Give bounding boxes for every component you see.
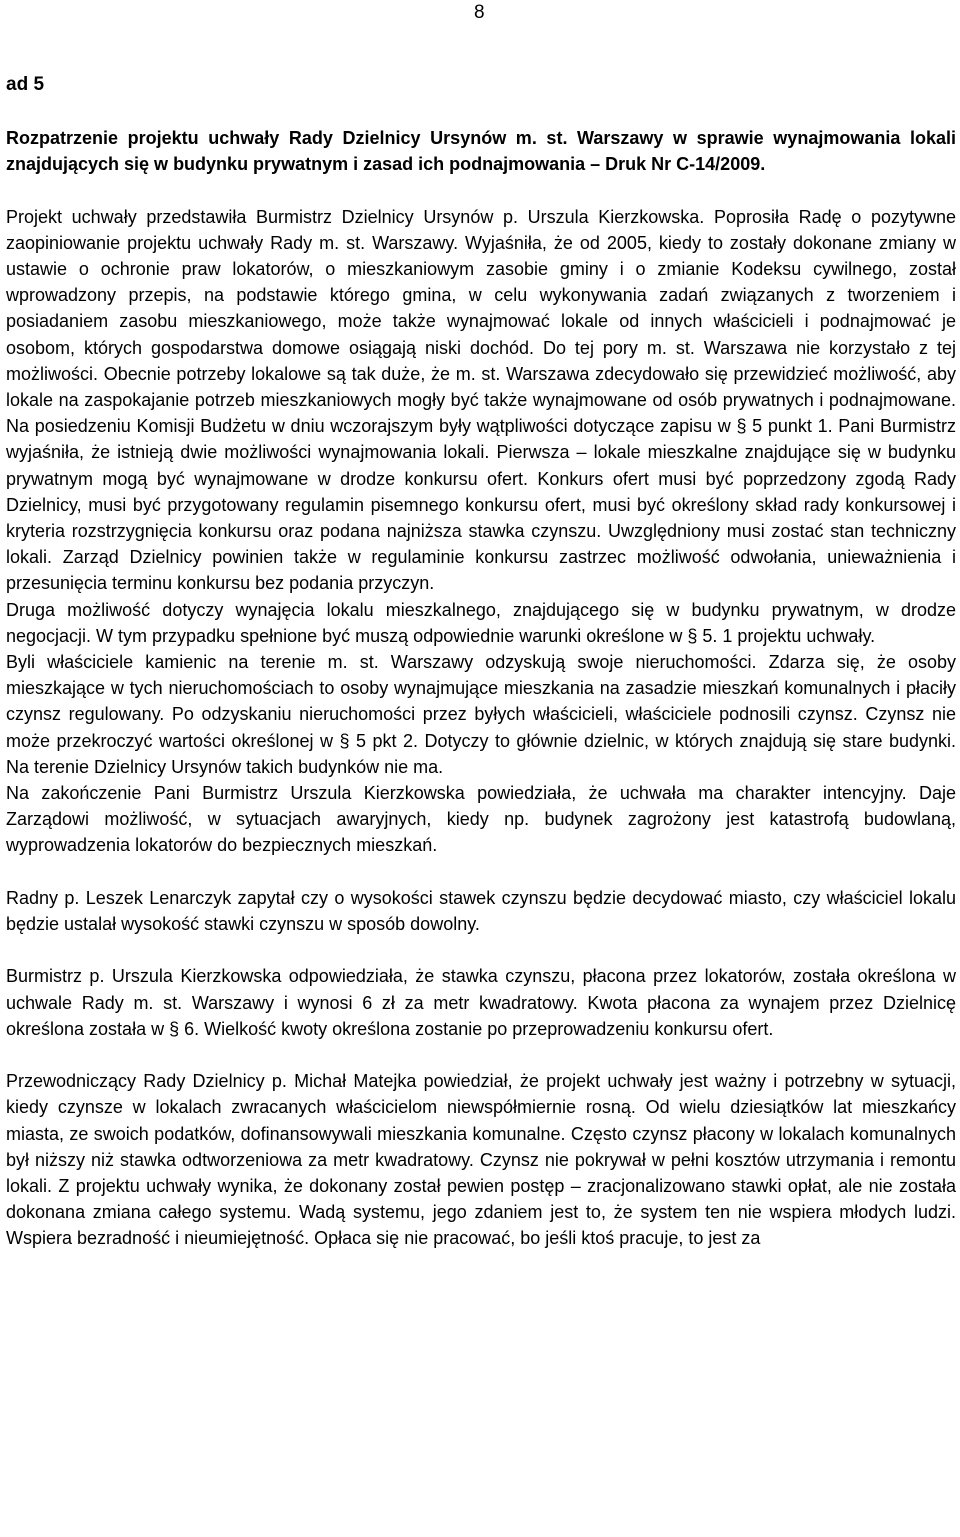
section-label: ad 5: [6, 74, 45, 95]
page-number: 8: [474, 2, 485, 23]
paragraph-conclusion: Na zakończenie Pani Burmistrz Urszula Kierzkowska powiedziała, że uchwała ma charakter intencyjny. Daje Zarządowi możliwość, w sytuacjach awaryjnych, kiedy np. budynek zagrożony jest katastrofą budowlaną, wyprowadzenia lokatorów do bezpiecznych mieszkań.: [6, 783, 956, 856]
paragraph-chairman-statement: Przewodniczący Rady Dzielnicy p. Michał Matejka powiedział, że projekt uchwały jest ważny i potrzebny w sytuacji, kiedy czynsze w lokalach zwracanych właścicielom niewspółmiernie rosną. Od wielu dziesiątków lat mieszkańcy miasta, ze swoich podatków, dofinansowywali mieszkania komunalne. Często czynsz płacony w lokalach komunalnych był niższy niż stawka odtworzeniowa za metr kwadratowy. Czynsz nie pokrywał w pełni kosztów utrzymania i remontu lokali. Z projektu uchwały wynika, że dokonany został pewien postęp – zracjonalizowano stawki opłat, ale nie została dokonana zmiana całego systemu. Wadą systemu, jego zdaniem jest to, że system ten nie wspiera młodych ludzi. Wspiera bezradność i nieumiejętność. Opłaca się nie pracować, bo jeśli ktoś pracuje, to jest za: [6, 1071, 956, 1249]
paragraph-mayor-answer: Burmistrz p. Urszula Kierzkowska odpowiedziała, że stawka czynszu, płacona przez lokatorów, została określona w uchwale Rady m. st. Warszawy i wynosi 6 zł za metr kwadratowy. Kwota płacona za wynajem przez Dzielnicę określona została w § 6. Wielkość kwoty określona zostanie po przeprowadzeniu konkursu ofert.: [6, 966, 956, 1039]
paragraph-presentation: Projekt uchwały przedstawiła Burmistrz Dzielnicy Ursynów p. Urszula Kierzkowska. Poprosiła Radę o pozytywne zaopiniowanie projektu uchwały Rady m. st. Warszawy. Wyjaśniła, że od 2005, kiedy to zostały dokonane zmiany w ustawie o ochronie praw lokatorów, o mieszkaniowym zasobie gminy i o zmianie Kodeksu cywilnego, został wprowadzony przepis, na podstawie którego gmina, w celu wykonywania zadań związanych z tworzeniem i posiadaniem zasobu mieszkaniowego, może także wynajmować lokale od innych właścicieli i podnajmować je osobom, których gospodarstwa domowe osiągają niski dochód. Do tej pory m. st. Warszawa nie korzystało z tej możliwości. Obecnie potrzeby lokalowe są tak duże, że m. st. Warszawa zdecydowało się przewidzieć możliwość, aby lokale na zaspokajanie potrzeb mieszkaniowych mogły być także wynajmowane od osób prywatnych i podnajmowane. Na posiedzeniu Komisji Budżetu w dniu wczorajszym były wątpliwości dotyczące zapisu w § 5 punkt 1. Pani Burmistrz wyjaśniła, że istnieją dwie możliwości wynajmowania lokali. Pierwsza – lokale mieszkalne znajdujące się w budynku prywatnym mogą być wynajmowane w drodze konkursu ofert. Konkurs ofert musi być poprzedzony zgodą Rady Dzielnicy, musi być przygotowany regulamin pisemnego konkursu ofert, musi być określony skład rady konkursowej i kryteria rozstrzygnięcia konkursu oraz podana najniższa stawka czynszu. Uwzględniony musi zostać stan techniczny lokali. Zarząd Dzielnicy powinien także w regulaminie konkursu zastrzec możliwość odwołania, unieważnienia i przesunięcia terminu konkursu bez podania przyczyn.: [6, 206, 956, 594]
paragraph-second-option: Druga możliwość dotyczy wynajęcia lokalu mieszkalnego, znajdującego się w budynku prywatnym, w drodze negocjacji. W tym przypadku spełnione być muszą odpowiednie warunki określone w § 5. 1 projektu uchwały.: [6, 599, 956, 646]
document-body: [6, 125, 956, 1252]
paragraph-councillor-question: Radny p. Leszek Lenarczyk zapytał czy o wysokości stawek czynszu będzie decydować miasto, czy właściciel lokalu będzie ustalał wysokość stawki czynszu w sposób dowolny.: [6, 887, 956, 935]
agenda-item-title: Rozpatrzenie projektu uchwały Rady Dzielnicy Ursynów m. st. Warszawy w sprawie wynajmowania lokali znajdujących się w budynku prywatnym i zasad ich podnajmowania – Druk Nr C-14/2009.: [6, 128, 956, 175]
paragraph-former-owners: Byli właściciele kamienic na terenie m. st. Warszawy odzyskują swoje nieruchomości. Zdarza się, że osoby mieszkające w tych nieruchomościach to osoby wynajmujące mieszkania na zasadzie mieszkań komunalnych i płaciły czynsz regulowany. Po odzyskaniu nieruchomości przez byłych właścicieli, właściciele podnosili czynsz. Czynsz nie może przekroczyć wartości określonej w § 5 pkt 2. Dotyczy to głównie dzielnic, w których znajdują się stare budynki. Na terenie Dzielnicy Ursynów takich budynków nie ma.: [6, 652, 956, 777]
